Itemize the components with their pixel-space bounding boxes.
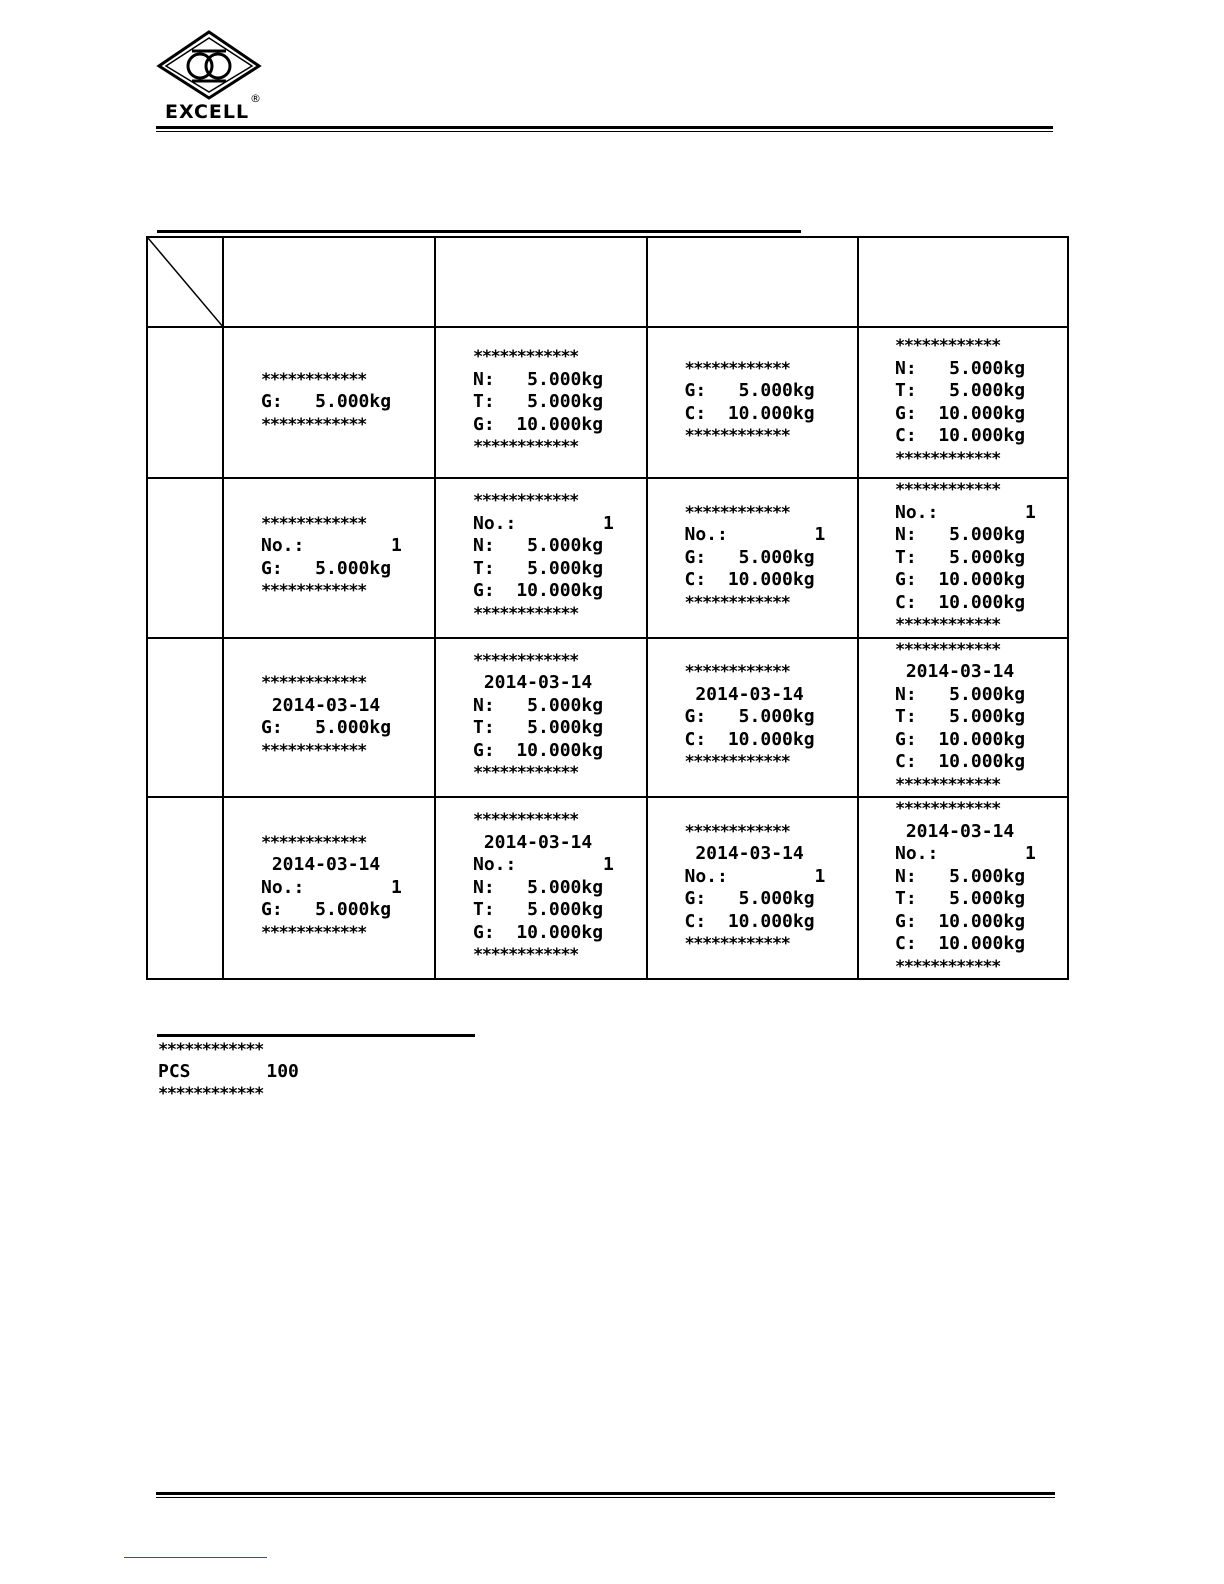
header-rule: [156, 126, 1053, 129]
receipt-separator-line: ************: [158, 1040, 263, 1060]
receipt-line: C: 10.000kg: [684, 402, 815, 424]
receipt-line: G: 5.000kg: [261, 557, 392, 579]
receipt-line: 2014-03-14: [261, 694, 381, 716]
section-underline: [157, 1034, 475, 1037]
header-rule-thin: [156, 131, 1053, 132]
receipt-line: No.: 1: [895, 843, 1036, 864]
receipt-line: G: 10.000kg: [473, 580, 604, 602]
receipt-line: 2014-03-14: [473, 831, 593, 853]
receipt-line: T: 5.000kg: [895, 546, 1026, 568]
receipt-line: N: 5.000kg: [895, 524, 1026, 545]
header-cell: [223, 237, 435, 327]
receipt-separator-line: ************: [684, 821, 790, 842]
receipt-line: No.: 1: [261, 535, 402, 557]
receipt-line: No.: 1: [473, 512, 614, 534]
table-cell: [647, 797, 858, 979]
logo-wordmark: EXCELL: [165, 101, 250, 123]
receipt-separator-line: ************: [684, 934, 790, 954]
receipt-separator-line: ************: [895, 480, 1000, 500]
receipt-sample: [473, 490, 614, 625]
row-label-cell: [147, 797, 223, 979]
receipt-separator-line: ************: [261, 740, 366, 761]
receipt-separator-line: ************: [473, 945, 578, 966]
receipt-line: 2014-03-14: [895, 661, 1015, 682]
table-cell: [858, 797, 1068, 979]
receipt-sample: [685, 358, 821, 448]
receipt-sample: [895, 479, 1036, 637]
receipt-line: G: 5.000kg: [684, 888, 815, 909]
table-cell: [647, 478, 858, 638]
row-label-cell: [147, 327, 223, 478]
receipt-line: 2014-03-14: [261, 854, 381, 876]
receipt-line: 2014-03-14: [684, 843, 804, 864]
receipt-separator-line: ************: [473, 603, 578, 624]
receipt-line: N: 5.000kg: [895, 683, 1026, 705]
header-cell: [858, 237, 1068, 327]
receipt-separator-line: ************: [261, 414, 366, 435]
receipt-line: G: 10.000kg: [895, 910, 1026, 932]
receipt-separator-line: ************: [895, 448, 1000, 469]
receipt-sample: [473, 650, 609, 785]
table-row: [147, 327, 1068, 478]
receipt-line: G: 5.000kg: [684, 706, 815, 727]
receipt-sample: [685, 661, 821, 774]
receipt-line: G: 10.000kg: [895, 402, 1026, 424]
receipt-separator-line: ************: [895, 774, 1000, 795]
receipt-sample: [895, 798, 1036, 978]
receipt-separator-line: ************: [684, 426, 790, 446]
receipt-line: N: 5.000kg: [473, 876, 604, 898]
excell-logo: [156, 30, 266, 126]
table-row: [147, 797, 1068, 979]
receipt-line: C: 10.000kg: [684, 728, 815, 750]
receipt-line: 2014-03-14: [473, 672, 593, 694]
table-cell: [858, 327, 1068, 478]
receipt-line: PCS 100: [158, 1061, 299, 1082]
table-cell: [435, 638, 647, 798]
table-header-row: [147, 237, 1068, 327]
receipt-line: T: 5.000kg: [473, 899, 604, 921]
receipt-separator-line: ************: [261, 581, 366, 602]
receipt-line: C: 10.000kg: [684, 910, 815, 932]
table-cell: [858, 478, 1068, 638]
receipt-line: T: 5.000kg: [895, 888, 1026, 909]
receipt-sample: [473, 809, 614, 967]
receipt-separator-line: ************: [473, 810, 578, 831]
receipt-line: N: 5.000kg: [473, 694, 604, 716]
receipt-separator-line: ************: [684, 502, 790, 523]
table-cell: [435, 478, 647, 638]
table-row: [147, 478, 1068, 638]
footer-rule-thin: [156, 1497, 1055, 1498]
receipt-line: No.: 1: [684, 524, 826, 545]
receipt-separator-line: ************: [261, 673, 366, 694]
receipt-line: G: 10.000kg: [895, 569, 1026, 590]
receipt-separator-line: ************: [684, 662, 790, 682]
receipt-separator-line: ************: [473, 347, 578, 368]
receipt-separator-line: ************: [895, 336, 1000, 356]
receipt-line: No.: 1: [261, 876, 402, 898]
receipt-line: T: 5.000kg: [473, 391, 604, 413]
receipt-line: G: 10.000kg: [895, 728, 1026, 750]
table-cell: [223, 478, 435, 638]
receipt-separator-line: ************: [473, 437, 578, 458]
receipt-separator-line: ************: [473, 763, 578, 784]
receipt-line: 2014-03-14: [895, 820, 1015, 842]
header-cell: [435, 237, 647, 327]
receipt-line: N: 5.000kg: [895, 865, 1026, 887]
table-cell: [223, 797, 435, 979]
receipt-sample: [261, 672, 397, 762]
receipt-line: No.: 1: [684, 865, 826, 887]
receipt-line: T: 5.000kg: [895, 380, 1026, 401]
receipt-line: C: 10.000kg: [895, 933, 1026, 954]
corner-cell: [147, 237, 223, 327]
receipt-line: G: 5.000kg: [684, 380, 815, 401]
receipt-line: G: 5.000kg: [261, 717, 392, 739]
table-cell: [223, 327, 435, 478]
section-title-underline: [157, 230, 801, 233]
receipt-line: N: 5.000kg: [473, 535, 604, 557]
receipt-line: G: 10.000kg: [473, 921, 604, 943]
row-label-cell: [147, 638, 223, 798]
receipt-separator-line: ************: [684, 592, 790, 613]
receipt-line: No.: 1: [473, 854, 614, 876]
table-cell: [223, 638, 435, 798]
receipt-separator-line: ************: [684, 358, 790, 379]
table-cell: [858, 638, 1068, 798]
table-cell: [647, 638, 858, 798]
receipt-line: G: 10.000kg: [473, 413, 604, 435]
table-cell: [435, 797, 647, 979]
receipt-line: N: 5.000kg: [473, 368, 604, 390]
receipt-sample: [473, 346, 609, 459]
receipt-separator-line: ************: [261, 513, 366, 534]
receipt-line: T: 5.000kg: [895, 706, 1026, 727]
receipt-separator-line: ************: [895, 615, 1000, 635]
receipt-line: G: 5.000kg: [684, 546, 815, 568]
receipt-line: C: 10.000kg: [895, 591, 1026, 613]
registered-mark: ®: [250, 92, 261, 105]
diagonal-line-icon: [148, 238, 224, 328]
receipt-sample: [261, 513, 402, 603]
receipt-line: N: 5.000kg: [895, 357, 1026, 379]
table-row: [147, 638, 1068, 798]
table-cell: [435, 327, 647, 478]
receipt-line: No.: 1: [895, 501, 1036, 523]
receipt-line: 2014-03-14: [684, 683, 804, 705]
header-cell: [647, 237, 858, 327]
receipt-separator-line: ************: [473, 491, 578, 512]
receipt-line: T: 5.000kg: [473, 557, 604, 579]
receipt-separator-line: ************: [473, 650, 578, 671]
excell-logo-mark-icon: [156, 30, 262, 100]
receipt-separator-line: ************: [895, 799, 1000, 819]
footer-link-underline: [124, 1557, 267, 1558]
receipt-sample: [895, 639, 1031, 797]
receipt-line: C: 10.000kg: [895, 751, 1026, 772]
receipt-separator-line: ************: [684, 752, 790, 772]
receipt-line: T: 5.000kg: [473, 717, 604, 739]
receipt-line: G: 5.000kg: [261, 391, 392, 413]
receipt-separator-line: ************: [261, 369, 366, 390]
receipt-line: C: 10.000kg: [895, 425, 1026, 446]
receipt-sample: [684, 502, 826, 615]
receipt-separator-line: ************: [895, 639, 1000, 660]
receipt-separator-line: ************: [261, 922, 366, 943]
pcs-receipt-sample: [158, 1039, 299, 1105]
receipt-separator-line: ************: [261, 832, 366, 853]
receipt-sample: [261, 832, 402, 945]
row-label-cell: [147, 478, 223, 638]
receipt-separator-line: ************: [158, 1084, 263, 1104]
footer-rule: [156, 1492, 1055, 1495]
receipt-line: C: 10.000kg: [684, 569, 815, 590]
receipt-sample: [261, 369, 397, 437]
print-format-table: [146, 236, 1069, 980]
table-cell: [647, 327, 858, 478]
receipt-sample: [895, 335, 1031, 470]
receipt-sample: [684, 821, 826, 956]
receipt-line: G: 5.000kg: [261, 899, 392, 921]
receipt-separator-line: ************: [895, 956, 1000, 977]
receipt-line: G: 10.000kg: [473, 739, 604, 761]
